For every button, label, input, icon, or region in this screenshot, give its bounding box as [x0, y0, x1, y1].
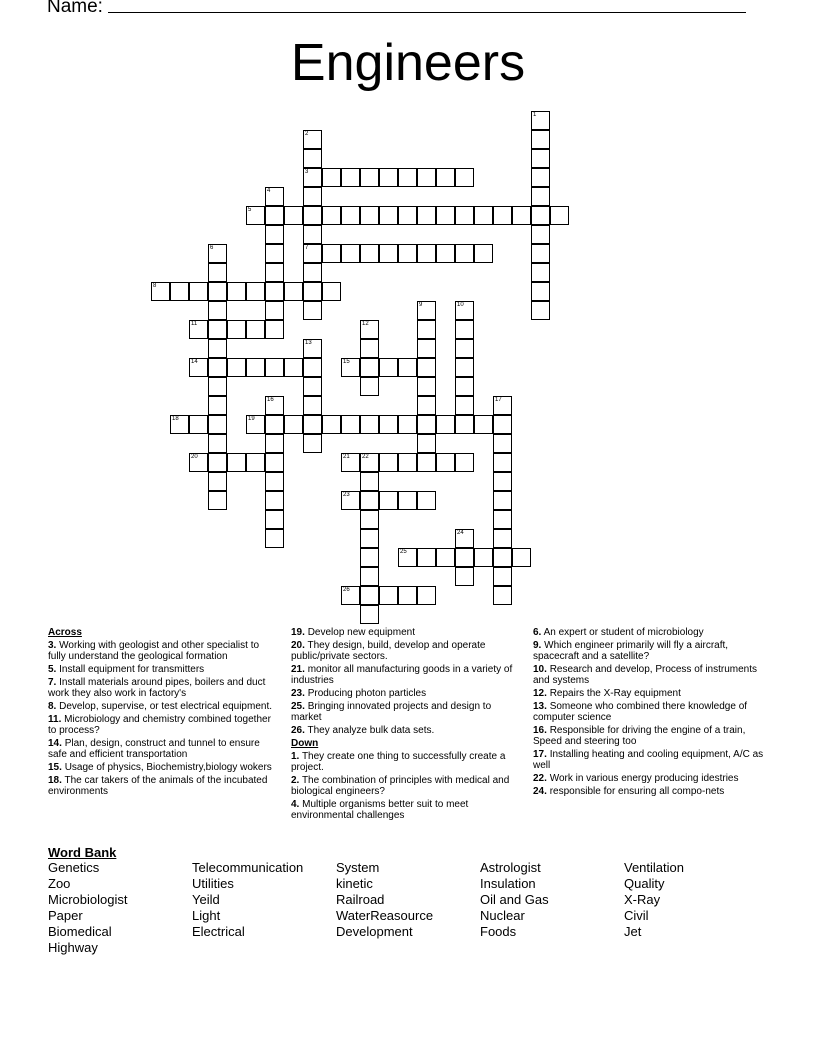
- grid-cell[interactable]: [493, 491, 512, 510]
- grid-cell[interactable]: [417, 586, 436, 605]
- grid-cell[interactable]: [265, 472, 284, 491]
- grid-cell[interactable]: [474, 548, 493, 567]
- word-bank-item: X-Ray: [624, 892, 661, 907]
- grid-cell[interactable]: [341, 244, 360, 263]
- grid-cell[interactable]: [246, 453, 265, 472]
- clue-number: 15: [343, 359, 350, 365]
- grid-cell[interactable]: [208, 320, 227, 339]
- grid-cell[interactable]: [170, 282, 189, 301]
- grid-cell[interactable]: [360, 358, 379, 377]
- word-bank-item: Jet: [624, 924, 642, 939]
- grid-cell[interactable]: [398, 491, 417, 510]
- grid-cell[interactable]: [246, 320, 265, 339]
- grid-cell[interactable]: [360, 415, 379, 434]
- grid-cell[interactable]: [360, 548, 379, 567]
- grid-cell[interactable]: [455, 377, 474, 396]
- clue-number: 3: [305, 169, 309, 175]
- grid-cell[interactable]: [512, 206, 531, 225]
- grid-cell[interactable]: [208, 358, 227, 377]
- grid-cell[interactable]: [189, 415, 208, 434]
- grid-cell[interactable]: [303, 358, 322, 377]
- word-bank-item: Insulation: [480, 876, 536, 891]
- grid-cell[interactable]: [265, 491, 284, 510]
- grid-cell[interactable]: [398, 358, 417, 377]
- clue-number: 8: [153, 283, 157, 289]
- grid-cell[interactable]: [436, 548, 455, 567]
- grid-cell[interactable]: [398, 168, 417, 187]
- clue-number: 22: [362, 454, 369, 460]
- grid-cell[interactable]: [531, 187, 550, 206]
- clue-number: 1: [533, 112, 537, 118]
- clue-across-3: 3. Working with geologist and other specialist to fully understand the geological formation: [48, 640, 260, 662]
- down-header: Down: [291, 738, 319, 749]
- grid-cell[interactable]: [474, 206, 493, 225]
- grid-cell[interactable]: [417, 434, 436, 453]
- grid-cell[interactable]: [360, 168, 379, 187]
- grid-cell[interactable]: [303, 149, 322, 168]
- grid-cell[interactable]: [531, 282, 550, 301]
- grid-cell[interactable]: [493, 206, 512, 225]
- word-bank-item: Genetics: [48, 860, 100, 875]
- grid-cell[interactable]: [303, 187, 322, 206]
- clue-number: 11: [191, 321, 198, 327]
- grid-cell[interactable]: [436, 453, 455, 472]
- grid-cell[interactable]: [493, 529, 512, 548]
- grid-cell[interactable]: [436, 244, 455, 263]
- page-title: Engineers: [290, 34, 526, 92]
- grid-cell[interactable]: [227, 282, 246, 301]
- grid-cell[interactable]: [379, 358, 398, 377]
- grid-cell[interactable]: [303, 282, 322, 301]
- clues-column-3: [533, 627, 769, 799]
- grid-cell[interactable]: [360, 586, 379, 605]
- grid-cell[interactable]: [341, 415, 360, 434]
- grid-cell[interactable]: [379, 453, 398, 472]
- grid-cell[interactable]: [341, 206, 360, 225]
- word-bank-item: Ventilation: [624, 860, 684, 875]
- word-bank-item: Yeild: [192, 892, 220, 907]
- grid-cell[interactable]: [512, 548, 531, 567]
- grid-cell[interactable]: [360, 244, 379, 263]
- clue-number: 12: [362, 321, 369, 327]
- grid-cell[interactable]: [208, 472, 227, 491]
- grid-cell[interactable]: [455, 206, 474, 225]
- word-bank-item: Biomedical: [48, 924, 112, 939]
- grid-cell[interactable]: [360, 377, 379, 396]
- grid-cell[interactable]: [379, 491, 398, 510]
- word-bank-item: System: [336, 860, 380, 875]
- grid-cell[interactable]: [322, 206, 341, 225]
- grid-cell[interactable]: [208, 415, 227, 434]
- grid-cell[interactable]: [455, 415, 474, 434]
- across-header: Across: [48, 627, 82, 638]
- grid-cell[interactable]: [265, 301, 284, 320]
- clue-across-26: 26. They analyze bulk data sets.: [291, 725, 435, 736]
- clue-number: 26: [343, 587, 350, 593]
- clue-down-24: 24. responsible for ensuring all compo-nets: [533, 786, 725, 797]
- clue-down-4: 4. Multiple organisms better suit to meet environmental challenges: [291, 799, 469, 821]
- clue-down-10: 10. Research and develop, Process of instruments and systems: [533, 664, 758, 686]
- word-bank-item: Utilities: [192, 876, 234, 891]
- clues-column-1: [48, 627, 276, 799]
- grid-cell[interactable]: [455, 567, 474, 586]
- grid-cell[interactable]: [455, 453, 474, 472]
- clue-number: 18: [172, 416, 179, 422]
- clue-number: 24: [457, 530, 464, 536]
- clue-number: 13: [305, 340, 312, 346]
- grid-cell[interactable]: [417, 206, 436, 225]
- grid-cell[interactable]: [303, 206, 322, 225]
- grid-cell[interactable]: [531, 149, 550, 168]
- grid-cell[interactable]: [417, 491, 436, 510]
- clue-down-16: 16. Responsible for driving the engine of a train, Speed and steering too: [533, 725, 746, 747]
- grid-cell[interactable]: [227, 453, 246, 472]
- grid-cell[interactable]: [531, 206, 550, 225]
- name-label: Name:: [47, 0, 103, 17]
- clue-number: 21: [343, 454, 350, 460]
- grid-cell[interactable]: [303, 377, 322, 396]
- word-bank-item: kinetic: [336, 876, 373, 891]
- grid-cell[interactable]: [417, 339, 436, 358]
- grid-cell[interactable]: [246, 282, 265, 301]
- grid-cell[interactable]: [227, 358, 246, 377]
- grid-cell[interactable]: [417, 396, 436, 415]
- grid-cell[interactable]: [398, 415, 417, 434]
- grid-cell[interactable]: [493, 567, 512, 586]
- clue-down-17: 17. Installing heating and cooling equipment, A/C as well: [533, 749, 764, 771]
- grid-cell[interactable]: [341, 168, 360, 187]
- word-bank-item: Microbiologist: [48, 892, 128, 907]
- grid-cell[interactable]: [493, 472, 512, 491]
- grid-cell[interactable]: [284, 282, 303, 301]
- grid-cell[interactable]: [493, 434, 512, 453]
- grid-cell[interactable]: [474, 244, 493, 263]
- clue-down-13: 13. Someone who combined there knowledge of computer science: [533, 701, 748, 723]
- grid-cell[interactable]: [265, 434, 284, 453]
- grid-cell[interactable]: [436, 168, 455, 187]
- grid-cell[interactable]: [493, 415, 512, 434]
- grid-cell[interactable]: [493, 510, 512, 529]
- word-bank-item: Electrical: [192, 924, 245, 939]
- grid-cell[interactable]: [417, 453, 436, 472]
- grid-cell[interactable]: [265, 415, 284, 434]
- grid-cell[interactable]: [227, 320, 246, 339]
- grid-cell[interactable]: [398, 244, 417, 263]
- grid-cell[interactable]: [360, 605, 379, 624]
- grid-cell[interactable]: [360, 491, 379, 510]
- grid-cell[interactable]: [265, 320, 284, 339]
- clue-number: 5: [248, 207, 252, 213]
- grid-cell[interactable]: [417, 377, 436, 396]
- grid-cell[interactable]: [303, 434, 322, 453]
- grid-cell[interactable]: [531, 301, 550, 320]
- grid-cell[interactable]: [455, 244, 474, 263]
- grid-cell[interactable]: [265, 206, 284, 225]
- grid-cell[interactable]: [208, 491, 227, 510]
- grid-cell[interactable]: [493, 586, 512, 605]
- grid-cell[interactable]: [417, 415, 436, 434]
- grid-cell[interactable]: [531, 263, 550, 282]
- grid-cell[interactable]: [398, 206, 417, 225]
- grid-cell[interactable]: [265, 453, 284, 472]
- grid-cell[interactable]: [265, 244, 284, 263]
- word-bank-title: Word Bank: [48, 845, 117, 860]
- grid-cell[interactable]: [208, 434, 227, 453]
- grid-cell[interactable]: [417, 244, 436, 263]
- word-bank-item: Highway: [48, 940, 98, 955]
- grid-cell[interactable]: [531, 225, 550, 244]
- grid-cell[interactable]: [265, 510, 284, 529]
- clue-number: 17: [495, 397, 502, 403]
- grid-cell[interactable]: [208, 263, 227, 282]
- grid-cell[interactable]: [455, 168, 474, 187]
- grid-cell[interactable]: [208, 377, 227, 396]
- grid-cell[interactable]: [417, 168, 436, 187]
- word-bank-item: Civil: [624, 908, 649, 923]
- grid-cell[interactable]: [265, 529, 284, 548]
- grid-cell[interactable]: [417, 548, 436, 567]
- grid-cell[interactable]: [265, 225, 284, 244]
- grid-cell[interactable]: [284, 358, 303, 377]
- clue-across-25: 25. Bringing innovated projects and design to market: [291, 701, 492, 723]
- grid-cell[interactable]: [398, 586, 417, 605]
- grid-cell[interactable]: [208, 396, 227, 415]
- word-bank-item: Paper: [48, 908, 83, 923]
- clue-down-22: 22. Work in various energy producing idestries: [533, 773, 739, 784]
- grid-cell[interactable]: [379, 244, 398, 263]
- clue-across-20: 20. They design, build, develop and operate public/private sectors.: [291, 640, 486, 662]
- clue-across-19: 19. Develop new equipment: [291, 627, 415, 638]
- grid-cell[interactable]: [322, 244, 341, 263]
- grid-cell[interactable]: [360, 567, 379, 586]
- clue-across-14: 14. Plan, design, construct and tunnel to ensure safe and efficient transportation: [48, 738, 260, 760]
- clue-number: 16: [267, 397, 274, 403]
- clue-down-9: 9. Which engineer primarily will fly a aircraft, spacecraft and a satellite?: [533, 640, 729, 662]
- grid-cell[interactable]: [379, 415, 398, 434]
- clue-number: 4: [267, 188, 271, 194]
- grid-cell[interactable]: [322, 415, 341, 434]
- grid-cell[interactable]: [493, 453, 512, 472]
- clue-across-23: 23. Producing photon particles: [291, 688, 427, 699]
- word-bank-item: Railroad: [336, 892, 385, 907]
- word-bank-item: Zoo: [48, 876, 71, 891]
- grid-cell[interactable]: [265, 358, 284, 377]
- grid-cell[interactable]: [417, 358, 436, 377]
- clue-down-1: 1. They create one thing to successfully create a project.: [291, 751, 506, 773]
- word-bank-item: Development: [336, 924, 413, 939]
- grid-cell[interactable]: [531, 168, 550, 187]
- grid-cell[interactable]: [284, 206, 303, 225]
- grid-cell[interactable]: [360, 472, 379, 491]
- clue-number: 9: [419, 302, 423, 308]
- grid-cell[interactable]: [455, 339, 474, 358]
- grid-cell[interactable]: [322, 282, 341, 301]
- grid-cell[interactable]: [436, 415, 455, 434]
- grid-cell[interactable]: [550, 206, 569, 225]
- clue-across-18: 18. The car takers of the animals of the incubated environments: [48, 775, 268, 797]
- grid-cell[interactable]: [303, 225, 322, 244]
- grid-cell[interactable]: [436, 206, 455, 225]
- word-bank-item: Foods: [480, 924, 517, 939]
- word-bank-item: Oil and Gas: [480, 892, 549, 907]
- grid-cell[interactable]: [379, 586, 398, 605]
- clue-down-6: 6. An expert or student of microbiology: [533, 627, 704, 638]
- word-bank-item: Nuclear: [480, 908, 525, 923]
- clue-down-12: 12. Repairs the X-Ray equipment: [533, 688, 681, 699]
- grid-cell[interactable]: [246, 358, 265, 377]
- clue-number: 2: [305, 131, 309, 137]
- grid-cell[interactable]: [379, 168, 398, 187]
- grid-cell[interactable]: [208, 282, 227, 301]
- clue-across-8: 8. Develop, supervise, or test electrical equipment.: [48, 701, 273, 712]
- grid-cell[interactable]: [208, 301, 227, 320]
- clue-number: 19: [248, 416, 255, 422]
- grid-cell[interactable]: [208, 453, 227, 472]
- word-bank-item: Quality: [624, 876, 665, 891]
- grid-cell[interactable]: [531, 130, 550, 149]
- word-bank-item: WaterReasource: [336, 908, 434, 923]
- grid-cell[interactable]: [360, 510, 379, 529]
- clue-number: 23: [343, 492, 350, 498]
- clue-across-5: 5. Install equipment for transmitters: [48, 664, 205, 675]
- clues-column-2: [291, 627, 519, 823]
- grid-cell[interactable]: [455, 548, 474, 567]
- clue-down-2: 2. The combination of principles with medical and biological engineers?: [291, 775, 510, 797]
- grid-cell[interactable]: [208, 339, 227, 358]
- grid-cell[interactable]: [493, 548, 512, 567]
- grid-cell[interactable]: [284, 415, 303, 434]
- grid-cell[interactable]: [379, 206, 398, 225]
- clue-across-21: 21. monitor all manufacturing goods in a variety of industries: [291, 664, 513, 686]
- clue-number: 10: [457, 302, 464, 308]
- clue-number: 6: [210, 245, 214, 251]
- grid-cell[interactable]: [455, 358, 474, 377]
- grid-cell[interactable]: [303, 396, 322, 415]
- grid-cell[interactable]: [531, 244, 550, 263]
- clue-across-11: 11. Microbiology and chemistry combined together to process?: [48, 714, 271, 736]
- grid-cell[interactable]: [303, 263, 322, 282]
- grid-cell[interactable]: [398, 453, 417, 472]
- grid-cell[interactable]: [360, 206, 379, 225]
- grid-cell[interactable]: [360, 529, 379, 548]
- grid-cell[interactable]: [417, 320, 436, 339]
- clue-across-15: 15. Usage of physics, Biochemistry,biology wokers: [48, 762, 272, 773]
- clue-number: 20: [191, 454, 198, 460]
- grid-cell[interactable]: [265, 263, 284, 282]
- grid-cell[interactable]: [474, 415, 493, 434]
- grid-cell[interactable]: [455, 396, 474, 415]
- grid-cell[interactable]: [189, 282, 208, 301]
- clue-number: 7: [305, 245, 309, 251]
- grid-cell[interactable]: [360, 339, 379, 358]
- grid-cell[interactable]: [322, 168, 341, 187]
- clue-number: 25: [400, 549, 407, 555]
- clue-across-7: 7. Install materials around pipes, boilers and duct work they also work in factory's: [48, 677, 266, 699]
- word-bank-item: Light: [192, 908, 221, 923]
- grid-cell[interactable]: [303, 415, 322, 434]
- word-bank-item: Astrologist: [480, 860, 541, 875]
- grid-cell[interactable]: [303, 301, 322, 320]
- grid-cell[interactable]: [265, 282, 284, 301]
- word-bank-item: Telecommunication: [192, 860, 304, 875]
- grid-cell[interactable]: [455, 320, 474, 339]
- clue-number: 14: [191, 359, 198, 365]
